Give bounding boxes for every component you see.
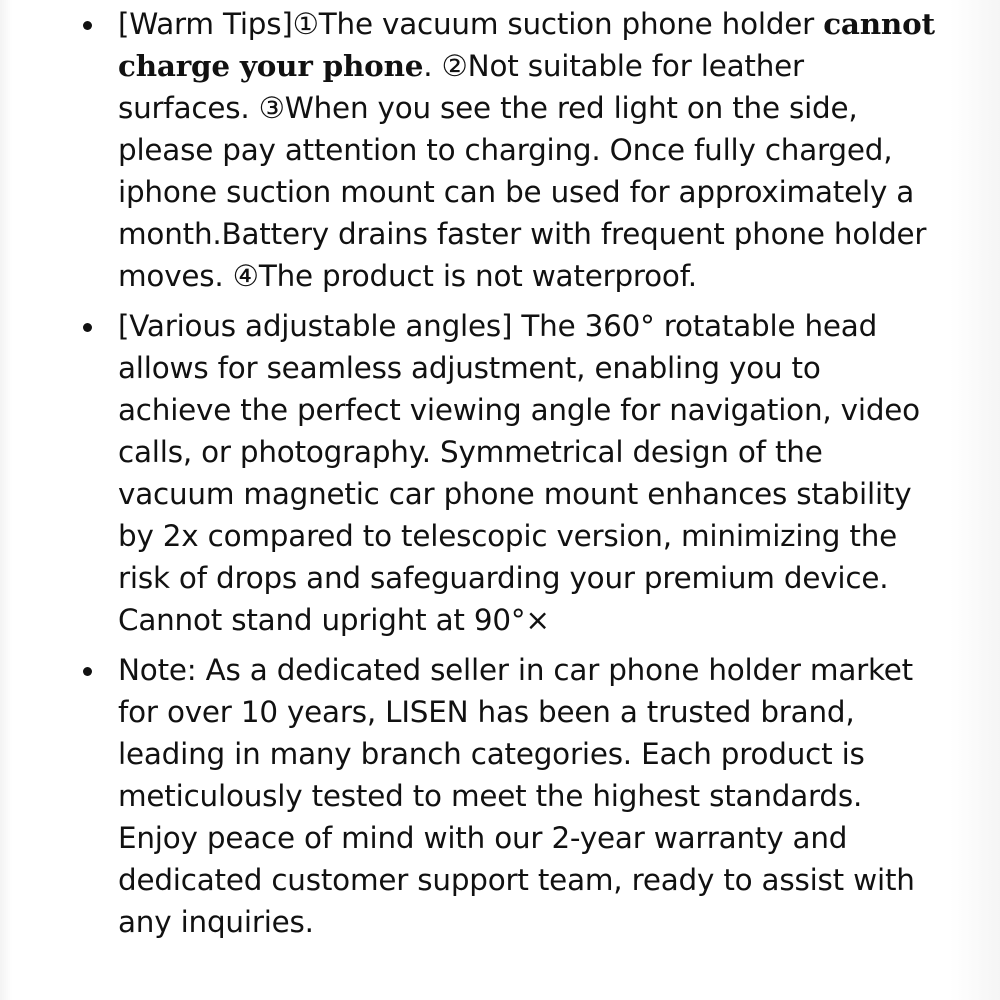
bullet-dot-icon [83, 667, 92, 676]
note-text: Note: As a dedicated seller in car phone holder market for over 10 years, LISEN has been a trusted brand, leading in many branch categories. Each product is meticulously tested to meet the highest standards. Enjoy peace of mind with our 2-year warranty and dedicated customer support team, ready to assist with any inquiries. [118, 653, 915, 939]
feature-bullet-list [118, 3, 938, 951]
warm-tips-bold-text: cannot charge your phone [118, 6, 935, 83]
right-edge-shade [950, 0, 1000, 1000]
adjustable-angles-text: [Various adjustable angles] The 360° rotatable head allows for seamless adjustment, enabling you to achieve the perfect viewing angle for navigation, video calls, or photography. Symmetrical design of the vacuum magnetic car phone mount enhances stability by 2x compared to telescopic version, minimizing the risk of drops and safeguarding your premium device. Cannot stand upright at 90°× [118, 309, 920, 637]
bullet-warm-tips [118, 3, 938, 297]
warm-tips-text-start: [Warm Tips]①The vacuum suction phone holder [118, 7, 824, 41]
bullet-dot-icon [83, 21, 92, 30]
left-edge-shade [0, 0, 12, 1000]
bullet-note [118, 649, 938, 943]
bullet-dot-icon [83, 323, 92, 332]
warm-tips-text-end: . ②Not suitable for leather surfaces. ③When you see the red light on the side, please pay attention to charging. Once fully charged, iphone suction mount can be used for approximately a month.Battery drains faster with frequent phone holder moves. ④The product is not waterproof. [118, 49, 927, 293]
bullet-adjustable-angles [118, 305, 938, 641]
